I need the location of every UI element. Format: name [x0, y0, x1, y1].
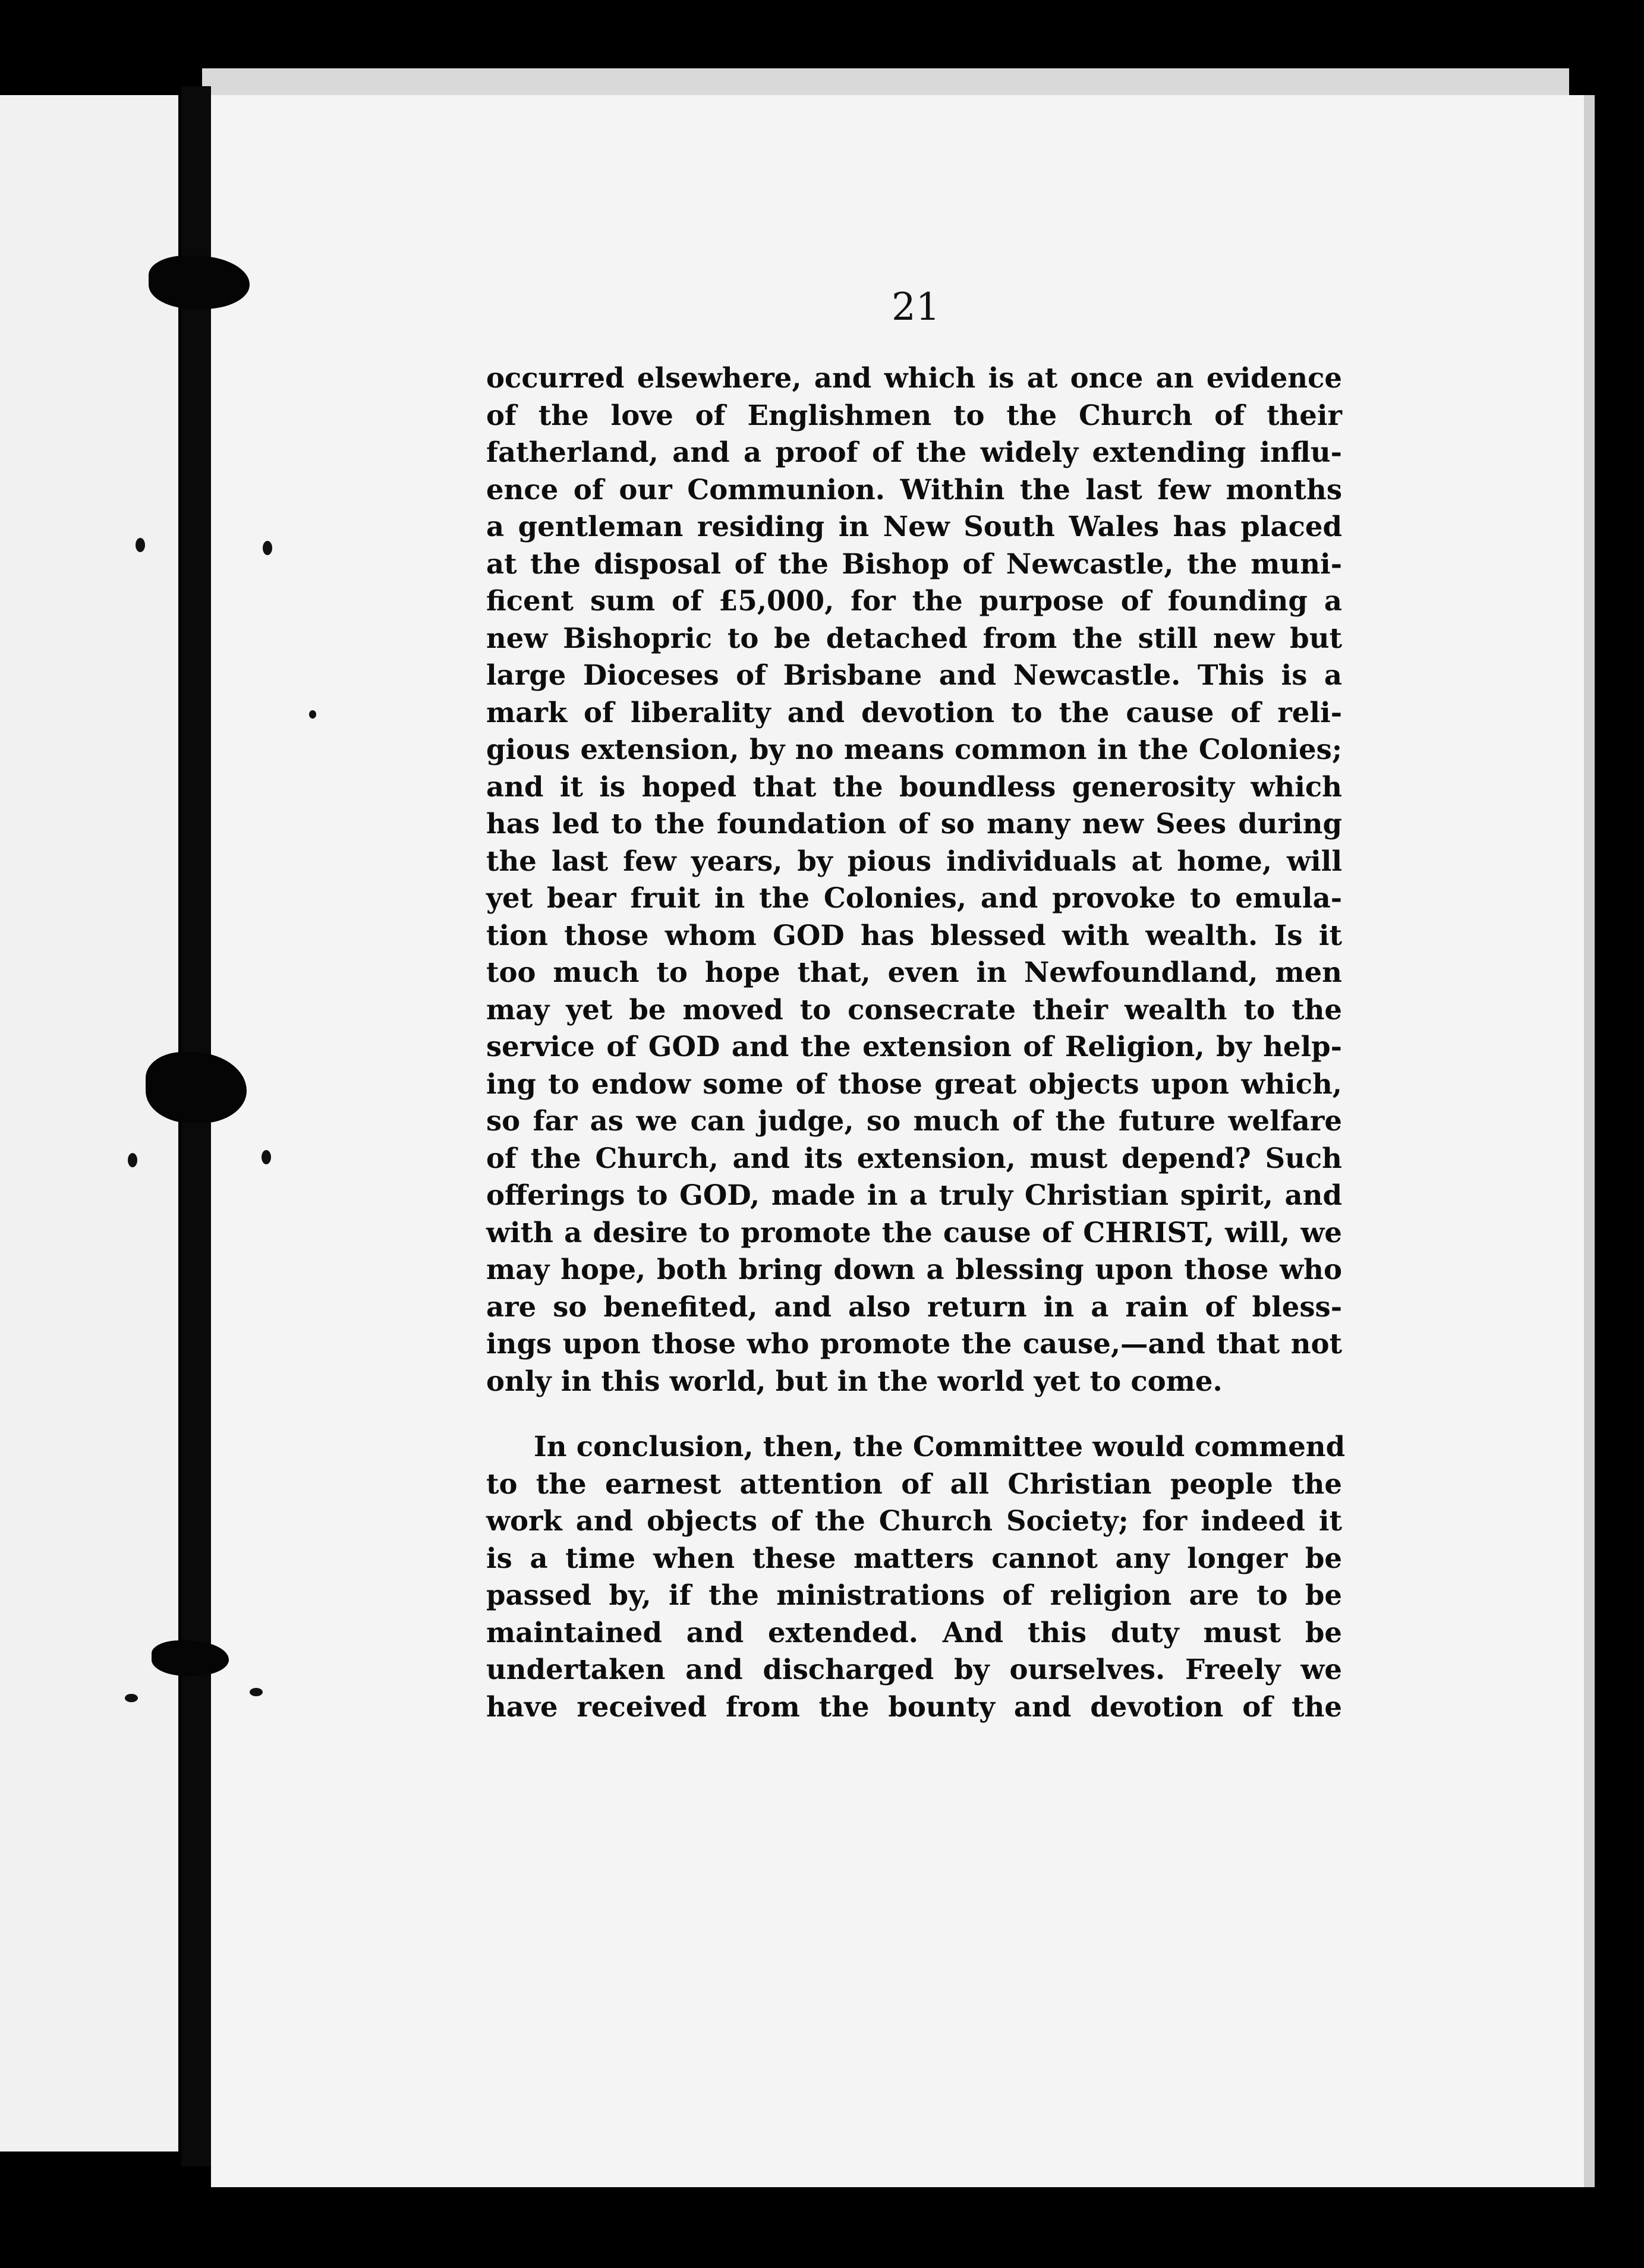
text-line: to the earnest attention of all Christian people the [486, 1467, 1342, 1500]
text-line: new Bishopric to be detached from the still new but [486, 621, 1342, 654]
text-line: yet bear fruit in the Colonies, and provoke to emula- [486, 881, 1342, 914]
text-line: gious extension, by no means common in the Colonies; [486, 733, 1342, 766]
text-line: a gentleman residing in New South Wales has placed [486, 510, 1342, 543]
text-line: undertaken and discharged by ourselves. Freely we [486, 1653, 1342, 1686]
text-line: only in this world, but in the world yet to come. [486, 1364, 1223, 1397]
book-spine [181, 86, 211, 2166]
page-number: 21 [892, 285, 940, 329]
ink-speck [262, 1150, 271, 1164]
text-line: are so benefited, and also return in a rain of bless- [486, 1290, 1342, 1323]
text-line: with a desire to promote the cause of CHRIST, will, we [486, 1215, 1342, 1249]
text-line: ence of our Communion. Within the last few months [486, 472, 1342, 506]
text-line: In conclusion, then, the Committee would commend [534, 1430, 1346, 1463]
text-line: too much to hope that, even in Newfoundland, men [486, 956, 1342, 988]
body-text [486, 360, 1346, 1725]
paragraph-1 [486, 360, 1342, 1400]
text-line: have received from the bounty and devotion of the [486, 1690, 1342, 1723]
text-line: at the disposal of the Bishop of Newcastle, the muni- [486, 547, 1342, 580]
text-line: passed by, if the ministrations of religion are to be [486, 1579, 1342, 1611]
ink-speck [263, 541, 272, 555]
text-line: occurred elsewhere, and which is at once an evidence [486, 361, 1342, 394]
text-line: service of GOD and the extension of Religion, by help- [486, 1030, 1342, 1063]
text-line: the last few years, by pious individuals at home, will [486, 844, 1342, 877]
text-line: offerings to GOD, made in a truly Christian spirit, and [486, 1179, 1342, 1211]
text-line: may yet be moved to consecrate their wealth to the [486, 993, 1342, 1026]
text-line: work and objects of the Church Society; for indeed it [486, 1504, 1342, 1537]
text-line: tion those whom GOD has blessed with wealth. Is it [486, 918, 1342, 952]
text-line: may hope, both bring down a blessing upon those who [486, 1253, 1342, 1286]
text-line: of the Church, and its extension, must depend? Such [486, 1141, 1342, 1174]
text-line: mark of liberality and devotion to the cause of reli- [486, 695, 1342, 729]
text-line: fatherland, and a proof of the widely extending influ- [486, 436, 1342, 468]
text-line: is a time when these matters cannot any longer be [486, 1541, 1342, 1574]
paragraph-gap [486, 1400, 1342, 1428]
ink-speck [125, 1694, 138, 1702]
text-line: so far as we can judge, so much of the future welfare [486, 1104, 1342, 1137]
text-line: maintained and extended. And this duty must be [486, 1615, 1342, 1649]
ink-speck [128, 1153, 137, 1167]
text-line: large Dioceses of Brisbane and Newcastle. This is a [486, 659, 1342, 691]
text-line: and it is hoped that the boundless generosity which [486, 770, 1342, 803]
text-line: has led to the foundation of so many new Sees during [486, 807, 1342, 840]
text-line: of the love of Englishmen to the Church of their [486, 398, 1342, 431]
paragraph-2 [486, 1428, 1346, 1725]
text-line: ficent sum of £5,000, for the purpose of founding a [486, 584, 1342, 617]
text-line: ings upon those who promote the cause,—and that not [486, 1327, 1342, 1360]
ink-speck [309, 710, 316, 719]
facing-page-edge [0, 95, 178, 2152]
text-line: ing to endow some of those great objects upon which, [486, 1067, 1342, 1100]
ink-speck [136, 538, 145, 552]
ink-speck [250, 1688, 263, 1696]
